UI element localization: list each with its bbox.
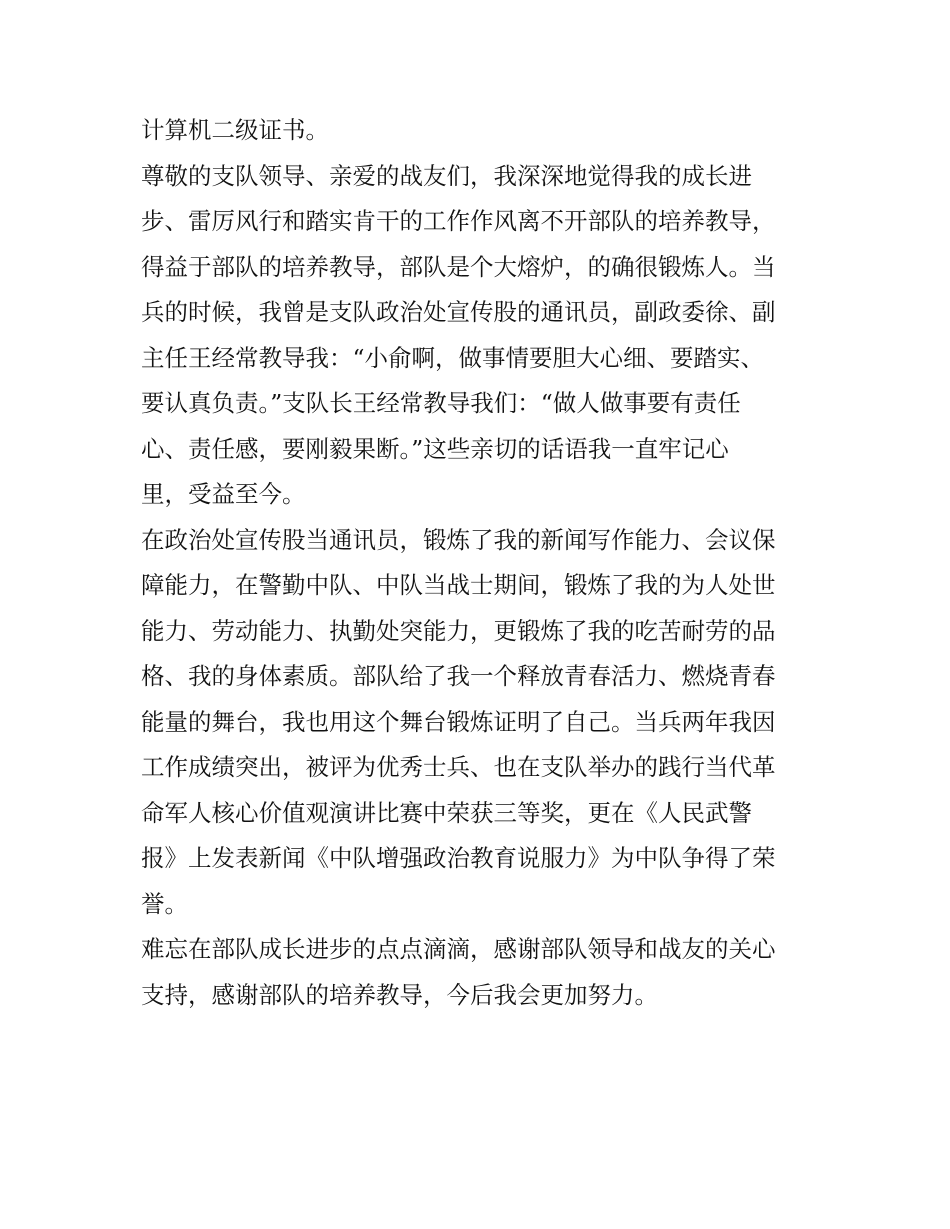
text-line: 计算机二级证书。	[141, 116, 329, 144]
text-line: 报》上发表新闻《中队增强政治教育说服力》为中队争得了荣	[141, 844, 776, 872]
text-line: 尊敬的支队领导、亲爱的战友们，我深深地觉得我的成长进	[141, 161, 752, 190]
text-line: 能量的舞台，我也用这个舞台锻炼证明了自己。当兵两年我因	[141, 707, 776, 736]
text-line: 难忘在部队成长进步的点点滴滴，感谢部队领导和战友的关心	[141, 935, 776, 963]
text-line: 誉。	[141, 889, 188, 918]
text-line: 心、责任感，要刚毅果断。”这些亲切的话语我一直牢记心	[141, 434, 729, 463]
text-line: 在政治处宣传股当通讯员，锻炼了我的新闻写作能力、会议保	[141, 525, 776, 554]
text-line: 步、雷厉风行和踏实肯干的工作作风离不开部队的培养教导，	[141, 207, 776, 235]
text-line: 要认真负责。”支队长王经常教导我们：“做人做事要有责任	[141, 389, 741, 417]
text-line: 工作成绩突出，被评为优秀士兵、也在支队举办的践行当代革	[141, 753, 776, 781]
text-line: 主任王经常教导我：“小俞啊，做事情要胆大心细、要踏实、	[141, 343, 765, 372]
body-text	[141, 108, 821, 1018]
text-line: 格、我的身体素质。部队给了我一个释放青春活力、燃烧青春	[141, 662, 776, 690]
text-line: 里，受益至今。	[141, 480, 306, 508]
text-line: 能力、劳动能力、执勤处突能力，更锻炼了我的吃苦耐劳的品	[141, 616, 776, 645]
text-line: 得益于部队的培养教导，部队是个大熔炉，的确很锻炼人。当	[141, 252, 776, 281]
text-line: 支持，感谢部队的培养教导，今后我会更加努力。	[141, 980, 658, 1009]
text-line: 障能力，在警勤中队、中队当战士期间，锻炼了我的为人处世	[141, 571, 776, 599]
text-line: 命军人核心价值观演讲比赛中荣获三等奖，更在《人民武警	[141, 798, 752, 827]
text-line: 兵的时候，我曾是支队政治处宣传股的通讯员，副政委徐、副	[141, 298, 776, 326]
